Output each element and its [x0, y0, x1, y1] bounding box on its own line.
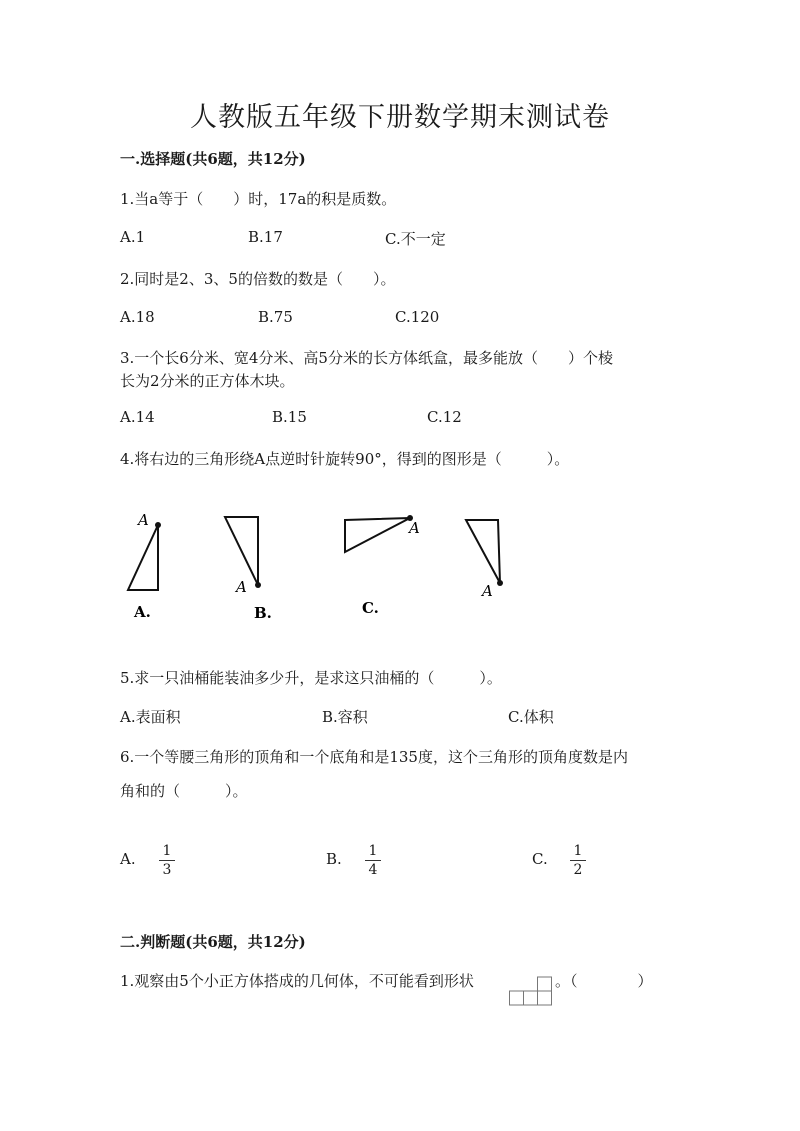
q5-option-c: C.体积 — [508, 708, 554, 726]
q2-option-a: A.18 — [120, 308, 155, 326]
q6-fraction-c-denominator: 2 — [573, 862, 583, 878]
rotation-figure — [110, 505, 530, 630]
cube-shape-figure — [508, 974, 556, 1008]
q1-option-b: B.17 — [248, 228, 283, 246]
q3-option-a: A.14 — [120, 408, 155, 426]
q2-option-b: B.75 — [258, 308, 293, 326]
section-heading-choice: 一.选择题(共6题，共12分) — [120, 150, 306, 168]
q2-option-c: C.120 — [395, 308, 440, 326]
q6-fraction-c — [570, 843, 586, 878]
q6-fraction-a — [159, 843, 175, 878]
question-3-line1: 3.一个长6分米、宽4分米、高5分米的长方体纸盒，最多能放（ ）个棱 — [120, 349, 613, 367]
q5-option-a: A.表面积 — [120, 708, 181, 726]
q6-option-c: C. — [532, 850, 548, 868]
figure-original — [466, 520, 503, 600]
q6-fraction-b-numerator: 1 — [368, 843, 378, 859]
q6-fraction-b-denominator: 4 — [368, 862, 378, 878]
judgement-question-1-tail: 。（ ） — [555, 972, 653, 990]
question-6-line1: 6.一个等腰三角形的顶角和一个底角和是135度，这个三角形的顶角度数是内 — [120, 748, 628, 766]
figure-b-label: B. — [254, 604, 272, 622]
q3-option-b: B.15 — [272, 408, 307, 426]
q6-option-b: B. — [326, 850, 342, 868]
q6-option-a: A. — [120, 850, 136, 868]
q6-fraction-b — [365, 843, 381, 878]
figure-c-label: C. — [362, 599, 379, 617]
page-title: 人教版五年级下册数学期末测试卷 — [190, 102, 610, 133]
figure-b-point-label: A — [236, 578, 247, 596]
figure-a-point-label: A — [138, 511, 149, 529]
q6-fraction-a-numerator: 1 — [162, 843, 172, 859]
question-6-line2: 角和的（ ）。 — [120, 782, 248, 800]
figure-option-b — [225, 517, 272, 622]
question-4: 4.将右边的三角形绕A点逆时针旋转90°，得到的图形是（ ）。 — [120, 450, 570, 468]
question-1: 1.当a等于（ ）时，17a的积是质数。 — [120, 190, 397, 208]
question-3-line2: 长为2分米的正方体木块。 — [120, 372, 295, 390]
question-5: 5.求一只油桶能装油多少升，是求这只油桶的（ ）。 — [120, 669, 502, 687]
judgement-question-1: 1.观察由5个小正方体搭成的几何体，不可能看到形状 — [120, 972, 474, 990]
question-2: 2.同时是2、3、5的倍数的数是（ ）。 — [120, 270, 396, 288]
figure-c-point-label: A — [409, 519, 420, 537]
section-heading-judgement: 二.判断题(共6题，共12分) — [120, 933, 306, 951]
q6-fraction-c-numerator: 1 — [573, 843, 583, 859]
figure-a-label: A. — [134, 603, 151, 621]
q3-option-c: C.12 — [427, 408, 462, 426]
q5-option-b: B.容积 — [322, 708, 368, 726]
q1-option-a: A.1 — [120, 228, 146, 246]
q1-option-c: C.不一定 — [385, 230, 446, 248]
figure-option-c — [345, 515, 420, 617]
figure-original-point-label: A — [482, 582, 493, 600]
q6-fraction-a-denominator: 3 — [162, 862, 172, 878]
figure-option-a — [128, 511, 161, 621]
